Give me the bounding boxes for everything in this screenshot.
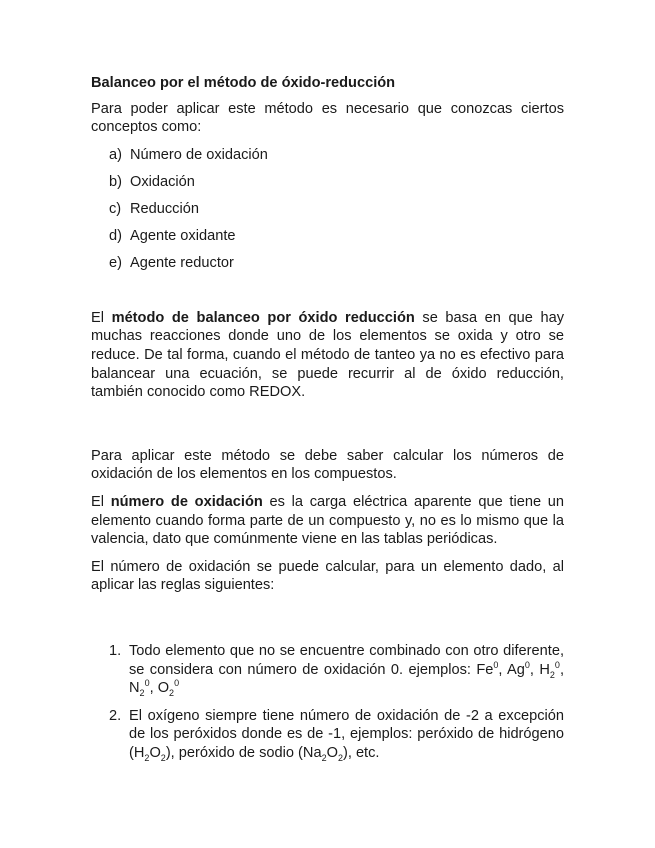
- application-paragraph: Para aplicar este método se debe saber calcular los números de oxidación de los elementos en los compuestos.: [91, 447, 564, 483]
- list-item: [91, 200, 564, 227]
- list-item-label: Número de oxidación: [130, 146, 268, 163]
- rule-item: [91, 642, 564, 698]
- superscript: 0: [554, 659, 560, 670]
- text-run: ), etc.: [342, 744, 380, 761]
- subscript: 2: [321, 752, 327, 763]
- text-run: El: [91, 309, 112, 326]
- text-run: se basa en que hay muchas reacciones donde uno de los elementos se oxida y otro se reduce. De tal forma, cuando el método de tanteo ya no es efectivo para balancear una ecuación, se puede recurrir al de óxido reducción, también conocido como REDOX.: [91, 309, 565, 401]
- oxidation-number-paragraph: [91, 493, 564, 549]
- subscript: 2: [549, 669, 555, 680]
- list-item-label: Reducción: [130, 200, 199, 217]
- text-run: ), peróxido de sodio (: [165, 744, 303, 761]
- text-run: es la carga eléctrica aparente que tiene un elemento cuando forma parte de un compuesto y, no es lo mismo que la valencia, dato que comúnmente viene en las tablas periódicas.: [91, 493, 565, 548]
- separator: ,: [498, 661, 508, 678]
- list-marker: a): [109, 146, 122, 163]
- element-symbol: N: [129, 680, 140, 697]
- subscript: 2: [139, 688, 145, 698]
- list-item: [91, 146, 564, 173]
- subscript: 2: [160, 752, 166, 763]
- rule-item: [91, 707, 564, 763]
- list-item: [91, 254, 564, 281]
- element-symbol: O: [157, 680, 170, 697]
- concepts-list: [91, 146, 564, 281]
- list-marker: c): [109, 200, 122, 217]
- document-title: Balanceo por el método de óxido-reducción: [91, 75, 396, 91]
- text-run: El oxígeno siempre tiene número de oxidación de -2 a excepción de los peróxidos donde es de -1, ejemplos: peróxido de hidrógeno (: [129, 707, 564, 761]
- superscript: 0: [144, 678, 150, 689]
- list-item-label: Agente reductor: [130, 254, 234, 271]
- document-page: [91, 74, 564, 771]
- list-marker: e): [109, 254, 122, 271]
- text-run: Todo elemento que no se encuentre combinado con otro diferente, se considera con número de oxidación 0. ejemplos:: [129, 642, 564, 678]
- subscript: 2: [337, 752, 343, 763]
- superscript: 0: [493, 659, 499, 670]
- rules-list: [91, 642, 564, 763]
- element-symbol: H: [539, 661, 550, 678]
- redox-method-paragraph: [91, 309, 564, 402]
- rule-number: 2.: [109, 707, 122, 724]
- list-item: [91, 173, 564, 200]
- rule-text: [129, 707, 564, 763]
- list-item: [91, 227, 564, 254]
- superscript: 0: [524, 659, 530, 670]
- rule-number: 1.: [109, 642, 122, 659]
- element-symbol: H: [133, 744, 145, 761]
- rules-intro-paragraph: El número de oxidación se puede calcular, para un elemento dado, al aplicar las reglas siguientes:: [91, 558, 564, 594]
- separator: ,: [529, 661, 540, 678]
- list-marker: b): [109, 173, 122, 190]
- element-symbol: Ag: [507, 661, 525, 678]
- bold-term: método de balanceo por óxido reducción: [111, 309, 415, 326]
- list-item-label: Oxidación: [130, 173, 195, 190]
- text-run: El: [91, 493, 111, 510]
- list-item-label: Agente oxidante: [130, 227, 236, 244]
- element-symbol: Na: [302, 744, 322, 761]
- separator: ,: [559, 661, 564, 678]
- list-marker: d): [109, 227, 122, 244]
- separator: ,: [149, 680, 158, 697]
- bold-term: número de oxidación: [110, 493, 263, 510]
- subscript: 2: [169, 688, 175, 698]
- element-symbol: Fe: [476, 661, 494, 678]
- subscript: 2: [144, 752, 150, 763]
- rule-text: [129, 642, 564, 698]
- element-symbol: O: [326, 744, 338, 761]
- intro-paragraph: Para poder aplicar este método es necesario que conozcas ciertos conceptos como:: [91, 100, 564, 136]
- element-symbol: O: [149, 744, 161, 761]
- superscript: 0: [174, 678, 180, 689]
